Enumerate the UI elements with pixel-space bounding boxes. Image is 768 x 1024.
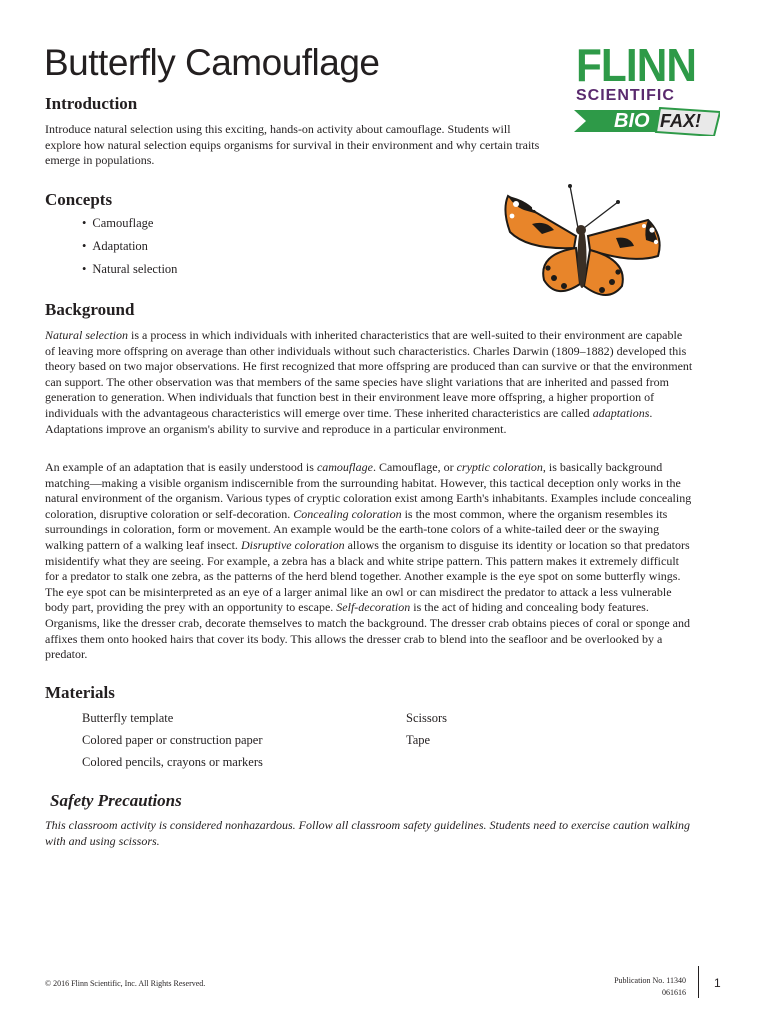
logo-fax-text: FAX! xyxy=(660,111,702,131)
material-item: Tape xyxy=(406,733,431,747)
background-paragraph-2: An example of an adaptation that is easily understood is camouflage. Camouflage, or cryptic coloration, is basically background matching—making a visible organism indiscernible from the surrounding habitat. However, this tactical deception only works in the natural environment of the organism. Various types of cryptic coloration exist among Earth's inhabitants. Examples include concealing coloration, disruptive coloration or self-decoration. Concealing coloration is the most common, where the organism resembles its surroundings in coloration, form or movement. An example would be the earth-tone colors of a white-tailed deer or the swaying walking pattern of a walking leaf insect. Disruptive coloration allows the organism to disguise its identity or location so that predators misidentify what they are seeing. For example, a zebra has a black and white stripe pattern. This pattern makes it extremely difficult for a predator to stalk one zebra, as the patterns of the herd blend together. Another example is the eye spot on some butterfly wings. The eye spot can be misinterpreted as an eye of a larger animal like an owl or can misdirect the predator to attack a less vulnerable body part, providing the prey with an opportunity to escape. Self-decoration is the act of hiding and concealing body features. Organisms, like the dresser crab, decorate themselves to match the background. The dresser crab obtains pieces of coral or sponge and affixes them onto hooked hairs that cover its body. This allows the dresser crab to blend into the seafloor and be overlooked by a predator. xyxy=(45,460,692,662)
materials-heading: Materials xyxy=(45,683,115,702)
introduction-text: Introduce natural selection using this exciting, hands-on activity about camouflage. Students will explore how natural selection equips organisms for survival in their environment and why certain traits emerge in populations. xyxy=(45,122,540,168)
concept-item: • Natural selection xyxy=(82,262,177,285)
term-adaptations: adaptations xyxy=(592,405,650,420)
publication-info xyxy=(614,975,686,999)
butterfly-image xyxy=(498,180,670,306)
footer-divider xyxy=(698,966,699,998)
page-number: 1 xyxy=(714,976,721,990)
concept-item: • Camouflage xyxy=(82,216,177,239)
background-paragraph-1: Natural selection is a process in which individuals with inherited characteristics that are well-suited to their environment are capable of leaving more offspring on average than other individuals without such characteristics. Charles Darwin (1809–1882) developed this theory based on two major observations. He first recognized that more offspring are produced than can survive or that the environment can support. The other observation was that members of the same species have slight variations that are inherited and passed from generation to generation. When individuals that function best in their environment leave more offspring, a higher proportion of individuals with the advantageous characteristics will emerge over time. These inherited characteristics are called adaptations. Adaptations improve an organism's ability to survive and reproduce in a particular environment. xyxy=(45,328,693,436)
publication-number: Publication No. 11340 xyxy=(614,976,686,985)
safety-text: This classroom activity is considered nonhazardous. Follow all classroom safety guidelines. Students need to exercise caution walking with and using scissors. xyxy=(45,818,691,848)
page-title: Butterfly Camouflage xyxy=(44,42,380,83)
material-item: Colored pencils, crayons or markers xyxy=(82,755,263,769)
logo-flinn-text: FLINN xyxy=(576,39,696,91)
background-heading: Background xyxy=(45,300,135,319)
concepts-list xyxy=(82,216,177,285)
copyright-notice: © 2016 Flinn Scientific, Inc. All Rights Reserved. xyxy=(45,979,206,988)
material-item: Butterfly template xyxy=(82,711,174,725)
term-camouflage: camouflage xyxy=(316,460,373,474)
term-disruptive-coloration: Disruptive coloration xyxy=(240,537,345,552)
publication-code: 061616 xyxy=(662,988,686,997)
term-self-decoration: Self-decoration xyxy=(336,600,411,615)
concepts-heading: Concepts xyxy=(45,190,113,209)
term-concealing-coloration: Concealing coloration xyxy=(293,506,402,521)
logo-scientific-text: SCIENTIFIC xyxy=(576,87,675,104)
logo-bio-text: BIO xyxy=(614,110,650,132)
material-item: Colored paper or construction paper xyxy=(82,733,263,747)
term-natural-selection: Natural selection xyxy=(45,328,128,342)
safety-heading: Safety Precautions xyxy=(50,791,182,810)
term-cryptic-coloration: cryptic coloration xyxy=(456,460,543,474)
material-item: Scissors xyxy=(406,711,447,725)
introduction-heading: Introduction xyxy=(45,94,138,113)
concept-item: • Adaptation xyxy=(82,239,177,262)
flinn-scientific-logo xyxy=(572,39,722,144)
